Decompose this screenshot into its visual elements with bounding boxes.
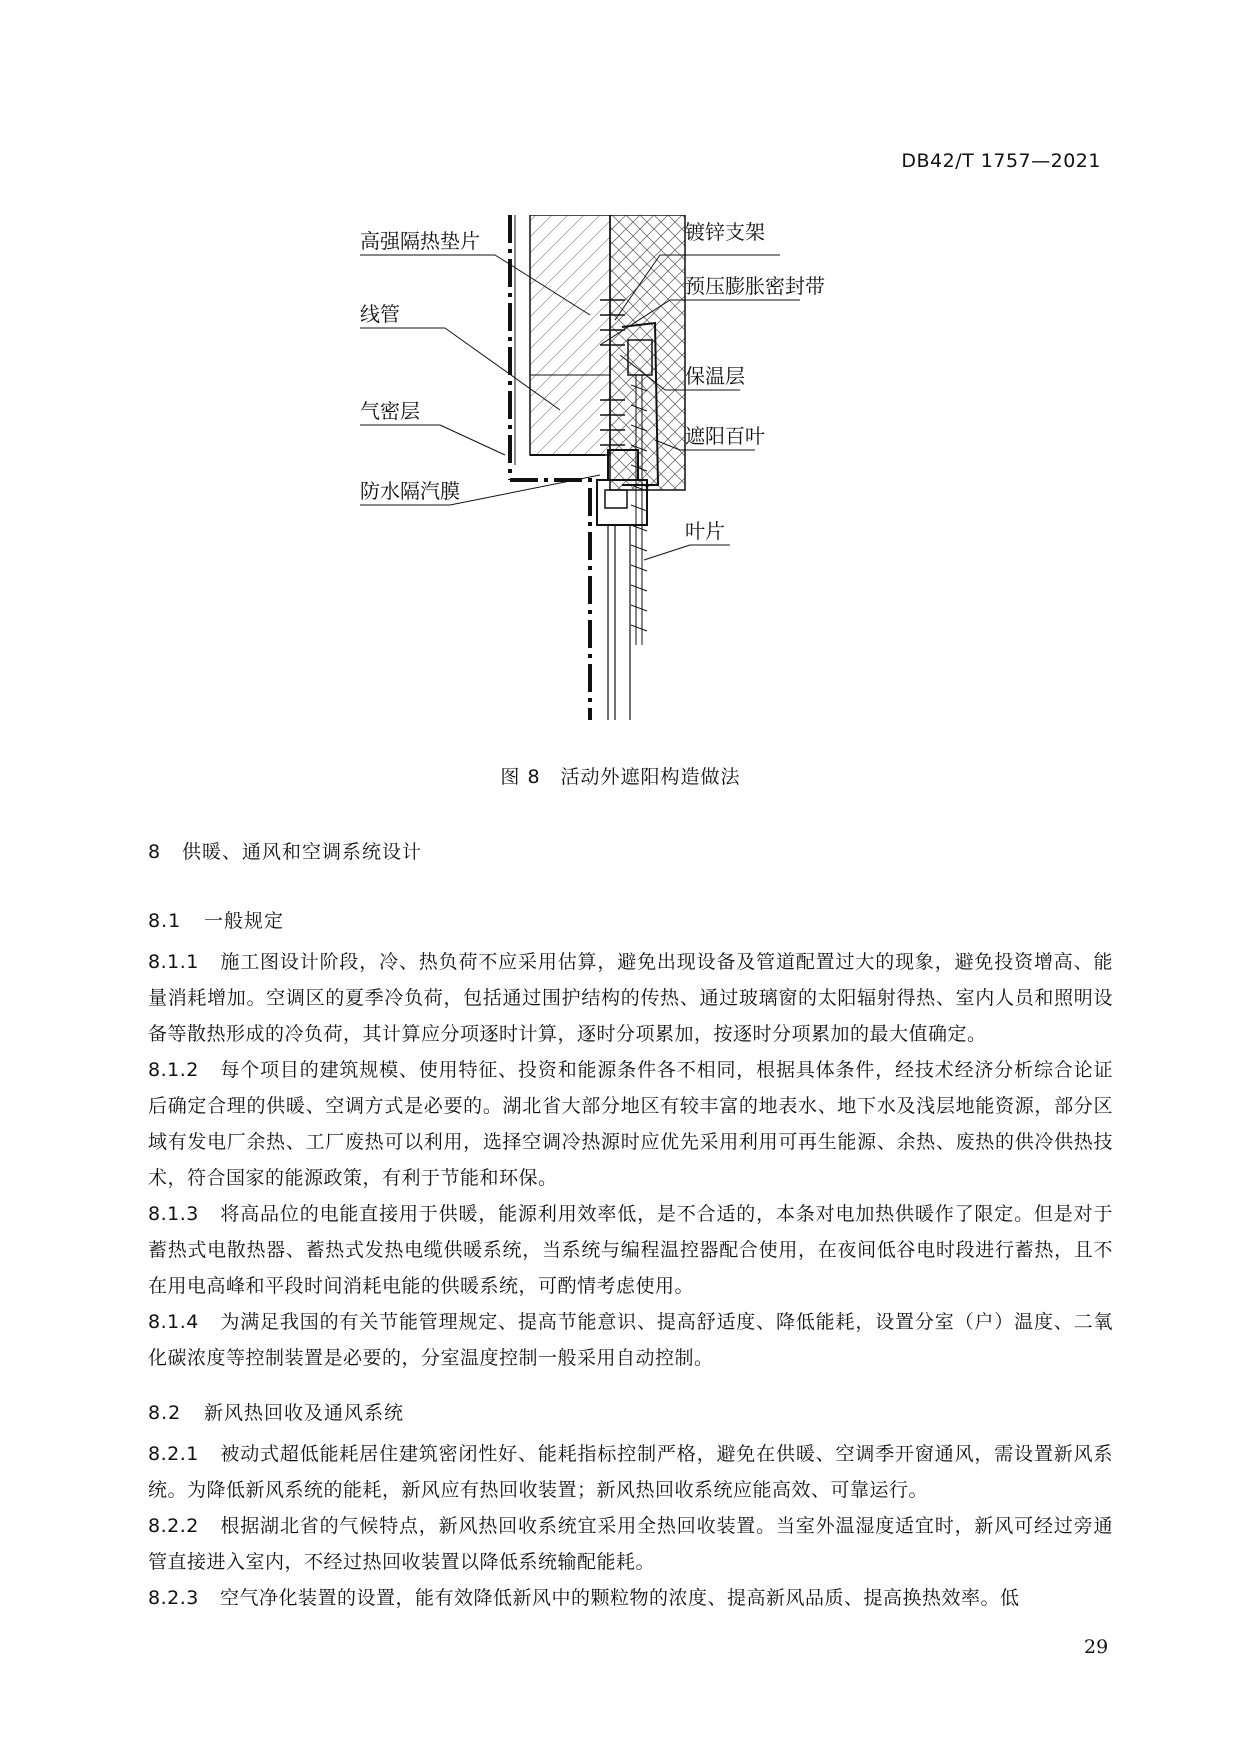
section-heading-8 [148, 837, 422, 864]
label-shading-louver: 遮阳百叶 [685, 424, 765, 448]
section-number: 8.2 [148, 1402, 182, 1424]
clause-8-2-3 [148, 1580, 1113, 1616]
clause-number: 8.2.3 [148, 1587, 199, 1609]
clause-8-2-2 [148, 1508, 1113, 1580]
section-8-2-body [148, 1436, 1113, 1616]
section-heading-8-1 [148, 906, 284, 933]
clause-number: 8.1.1 [148, 951, 199, 973]
clause-text: 将高品位的电能直接用于供暖，能源利用效率低，是不合适的，本条对电加热供暖作了限定。但是对于蓄热式电散热器、蓄热式发热电缆供暖系统，当系统与编程温控器配合使用，在夜间低谷电时段进行蓄热，且不在用电高峰和平段时间消耗电能的供暖系统，可酌情考虑使用。 [148, 1203, 1113, 1297]
section-number: 8 [148, 841, 162, 863]
clause-text: 每个项目的建筑规模、使用特征、投资和能源条件各不相同，根据具体条件，经技术经济分析综合论证后确定合理的供暖、空调方式是必要的。湖北省大部分地区有较丰富的地表水、地下水及浅层地能资源，部分区域有发电厂余热、工厂废热可以利用，选择空调冷热源时应优先采用利用可再生能源、余热、废热的供冷供热技术，符合国家的能源政策，有利于节能和环保。 [148, 1059, 1113, 1189]
section-number: 8.1 [148, 910, 182, 932]
clause-text: 根据湖北省的气候特点，新风热回收系统宜采用全热回收装置。当室外温湿度适宜时，新风可经过旁通管直接进入室内，不经过热回收装置以降低系统输配能耗。 [148, 1515, 1113, 1573]
clause-text: 空气净化装置的设置，能有效降低新风中的颗粒物的浓度、提高新风品质、提高换热效率。低 [220, 1587, 1020, 1609]
label-blade: 叶片 [685, 519, 725, 543]
clause-text: 为满足我国的有关节能管理规定、提高节能意识、提高舒适度、降低能耗，设置分室（户）温度、二氧化碳浓度等控制装置是必要的，分室温度控制一般采用自动控制。 [148, 1311, 1113, 1369]
label-galvanized-bracket: 镀锌支架 [685, 220, 765, 244]
clause-8-1-3 [148, 1196, 1113, 1304]
clause-number: 8.2.1 [148, 1443, 199, 1465]
clause-8-1-2 [148, 1052, 1113, 1196]
section-8-1-body [148, 944, 1113, 1376]
page-number: 29 [1084, 1636, 1109, 1658]
label-vapor-barrier: 防水隔汽膜 [360, 479, 460, 503]
section-heading-8-2 [148, 1398, 404, 1425]
clause-number: 8.1.4 [148, 1311, 199, 1333]
clause-number: 8.1.2 [148, 1059, 199, 1081]
construction-detail-figure [360, 215, 920, 735]
clause-8-1-4 [148, 1304, 1113, 1376]
clause-text: 被动式超低能耗居住建筑密闭性好、能耗指标控制严格，避免在供暖、空调季开窗通风，需设置新风系统。为降低新风系统的能耗，新风应有热回收装置；新风热回收系统应能高效、可靠运行。 [148, 1443, 1113, 1501]
label-sealing-tape: 预压膨胀密封带 [685, 274, 825, 298]
section-title: 新风热回收及通风系统 [204, 1402, 405, 1424]
label-conduit: 线管 [360, 302, 400, 326]
label-high-strength-pad: 高强隔热垫片 [360, 229, 480, 253]
clause-text: 施工图设计阶段，冷、热负荷不应采用估算，避免出现设备及管道配置过大的现象，避免投资增高、能量消耗增加。空调区的夏季冷负荷，包括通过围护结构的传热、通过玻璃窗的太阳辐射得热、室内人员和照明设备等散热形成的冷负荷，其计算应分项逐时计算，逐时分项累加，按逐时分项累加的最大值确定。 [148, 951, 1113, 1045]
section-title: 供暖、通风和空调系统设计 [182, 841, 423, 863]
document-code: DB42/T 1757—2021 [901, 150, 1101, 172]
clause-8-2-1 [148, 1436, 1113, 1508]
figure-caption: 图 8 活动外遮阳构造做法 [500, 766, 741, 788]
clause-number: 8.1.3 [148, 1203, 199, 1225]
section-title: 一般规定 [204, 910, 285, 932]
label-airtight-layer: 气密层 [360, 399, 420, 423]
clause-number: 8.2.2 [148, 1515, 199, 1537]
clause-8-1-1 [148, 944, 1113, 1052]
label-insulation: 保温层 [685, 364, 745, 388]
